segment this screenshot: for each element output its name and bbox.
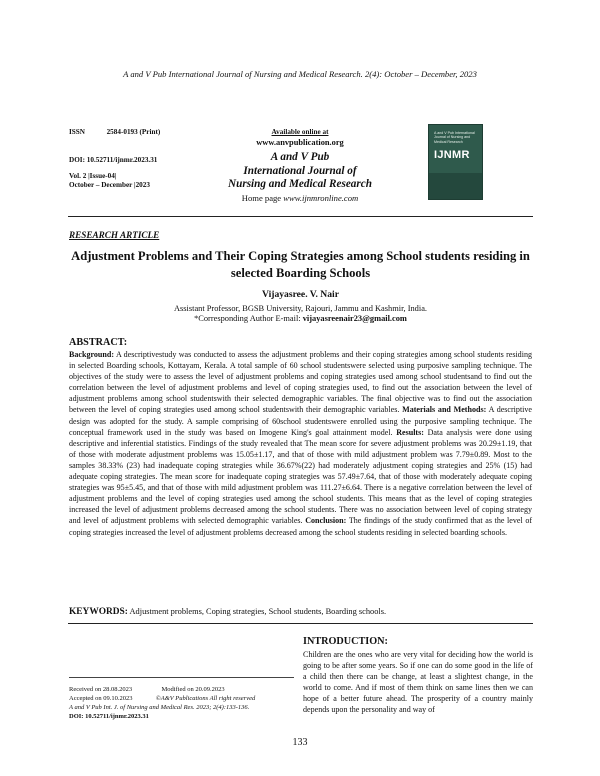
abstract-body <box>69 349 532 538</box>
background-label: Background: <box>69 350 115 359</box>
received-line <box>69 686 225 694</box>
cover-abbreviation: IJNMR <box>434 149 470 161</box>
accepted-date: Accepted on 09.10.2023 <box>69 695 133 702</box>
results-label: Results: <box>396 427 424 437</box>
journal-cover-image <box>428 124 483 200</box>
publisher-website[interactable]: www.anvpublication.org <box>256 138 344 147</box>
keywords-text: Adjustment problems, Coping strategies, School students, Boarding schools. <box>129 607 387 616</box>
corresponding-author <box>68 314 533 324</box>
introduction-text: Children are the ones who are very vital for deciding how the world is going to be after some years. So if one can do some good in the life of a child then there can be change, at least a slightest change, in the world to come. And if most of them think on same lines then we can hope of a better future ahead. The prosperity of a country mainly depends upon the personality and way of <box>303 650 533 715</box>
cover-title: A and V Pub International Journal of Nursing and Medical Research <box>434 131 475 144</box>
author-name: Vijayasree. V. Nair <box>262 289 339 300</box>
homepage-line <box>200 193 400 203</box>
accepted-line <box>69 695 255 703</box>
running-header: A and V Pub International Journal of Nursing and Medical Research. 2(4): October – December, 2023 <box>123 69 477 79</box>
citation-line: A and V Pub Int. J. of Nursing and Medical Res. 2023; 2(4):133-136. <box>69 704 250 711</box>
doi-label: DOI: <box>69 156 85 164</box>
issn-line <box>69 128 160 137</box>
journal-name <box>200 151 400 192</box>
footer-doi: DOI: 10.52711/ijnmr.2023.31 <box>69 713 149 720</box>
affiliation: Assistant Professor, BGSB University, Rajouri, Jammu and Kashmir, India. <box>173 304 428 313</box>
copyright-notice: ©A&V Publications All right reserved <box>155 695 256 702</box>
corresponding-label: *Corresponding Author E-mail: <box>194 314 301 324</box>
volume-issue: Vol. 2 |Issue-04| <box>69 172 117 180</box>
footnote-divider <box>69 677 294 678</box>
methods-text: A descriptive design was adopted for the study. A sample comprising of 60school studentswere enrolled using the purposive sampling technique. The conceptual framework used in the study was based on Imogene King's goal attainment model. <box>69 405 533 437</box>
doi-value: 10.52711/ijnmr.2023.31 <box>86 156 158 164</box>
received-date: Received on 28.08.2023 <box>69 686 133 693</box>
methods-label: Materials and Methods: <box>402 405 487 415</box>
journal-name-line-2: International Journal of <box>243 164 357 177</box>
article-title: Adjustment Problems and Their Coping Strategies among School students residing in selected Boarding Schools <box>71 249 530 280</box>
results-text: Data analysis were done using descriptive and inferential statistics. Findings of the study revealed that The mean score for severe adjustment problems was 20.29±1.19, that of those with moderate adjustment problems was 15.05±1.17, and that of those with mild adjustment problem was 7.79±0.89. Most to the samples 38.33% (23) had inadequate coping strategies while 36.67%(22) had moderately adjustment coping strategies and 25% (15) had adequate coping strategies. The mean score for inadequate coping strategies was 57.49±7.64, that of those with moderately adequate coping strategies was 95±5.45, and that of those with mild adjustment problem was 111.27±6.64. There is a negative correlation between the level of adjustment problems and the level of coping strategies used among the school students. This means that as the level of coping strategies increased the level of adjustment problems decreased among the school students. There was no association between level of coping strategy and level of adjustment problems with selected demographic variables. <box>69 427 533 526</box>
issn-value: 2584-0193 (Print) <box>106 128 161 136</box>
author-affiliation-block <box>68 304 533 325</box>
homepage-url[interactable]: www.ijnmronline.com <box>283 193 359 203</box>
modified-date: Modified on 20.09.2023 <box>161 686 225 693</box>
doi-line <box>69 156 157 165</box>
conclusion-text: The findings of the study confirmed that as the level of coping strategies increased the level of adjustment problems decreased among the school students residing in selected boarding schools. <box>69 516 533 537</box>
abstract-heading: ABSTRACT: <box>69 337 128 348</box>
available-online-label: Available online at <box>271 128 329 136</box>
issn-label: ISSN <box>69 128 85 136</box>
page-number: 133 <box>292 737 308 748</box>
keywords-divider <box>68 623 533 624</box>
publication-period: October – December |2023 <box>69 181 150 189</box>
conclusion-label: Conclusion: <box>305 516 347 526</box>
introduction-heading: INTRODUCTION: <box>303 636 388 647</box>
keywords-label: KEYWORDS: <box>69 607 128 617</box>
cover-band <box>429 173 482 199</box>
background-text: A descriptivestudy was conducted to assess the adjustment problems and their coping strategies among school students residing in selected Boarding schools, Kottayam, Kerala. A total sample of 60 school studentswere selected using purposive sampling technique. The objectives of the study were to assess the level of adjustment problems and coping strategies used among school studentsand to find out the correlation between the level of adjustment problems and level of coping strategies used, to find out the association between the level of adjustment problems among school studentswith their selected demographic variables. The final objective was to find out the association between the level of coping strategies used among school studentswith their demographic variables. <box>69 350 532 415</box>
journal-name-line-3: Nursing and Medical Research <box>228 178 372 190</box>
corresponding-email[interactable]: vijayasreenair23@gmail.com <box>302 314 407 324</box>
article-type: RESEARCH ARTICLE <box>69 230 160 240</box>
journal-name-line-1: A and V Pub <box>270 151 330 163</box>
keywords-line <box>69 607 386 617</box>
homepage-label: Home page <box>241 193 282 203</box>
header-divider <box>68 216 533 217</box>
